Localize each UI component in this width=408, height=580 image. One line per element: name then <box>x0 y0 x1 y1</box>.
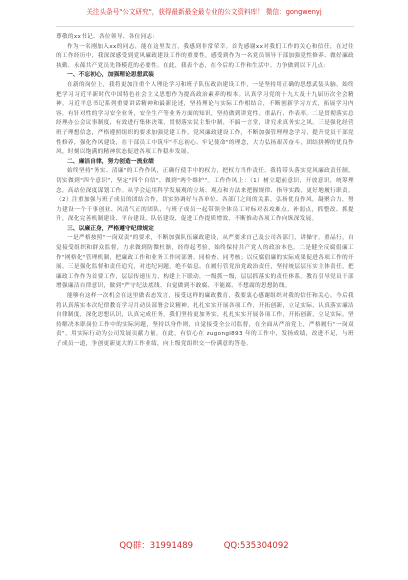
promo-banner-text: 关注头条号"公文研究"，获得最新最全最专业的公文资料库！ 微信：gongwenyj <box>86 8 322 16</box>
section-body-1: 在新的岗位上，我将更加注重个人理论学习和班子队伍政治建设工作，一是坚持用正确的思想武装头脑，始终把学习习近平新时代中国特色社会主义思想作为提高政治素养的根本。认真学习党的十九大及十九届历次全会精神，习近平总书记系列重要讲话精神和最新论述，坚持理论与实际工作相结合，不断创新学习方式，拓展学习内容，有针对性的学习安全业务，安全生产等业务方面的知识，坚持做到讲党性、重品行、作表率。二是贯彻落实总经理办公会议事制度，有效进行集体决策，贯彻落实民主集中制，不搞一言堂，讲究求真务实之风。三是强化经营班子理想信念，严格遵照组织的要求加强党建工作，党风廉政建设工作，不断加强管理理念学习，提升党员干部党性修养，强化作风建设，在干部员工中筑牢"不忘初心、牢记使命"的理念，大力弘扬艰苦奋斗，团结拼搏的优良作风，时刻以饱满的精神状态促进各项工作稳步发展。 <box>56 81 354 156</box>
contact-footer <box>0 540 408 552</box>
speech-document <box>56 33 354 350</box>
qq-group-text: QQ群：31991489 <box>119 541 194 551</box>
qq-number-text: QQ:535304092 <box>223 541 289 551</box>
section-heading-1: 一、不忘初心，加强理论思想武装 <box>67 72 154 79</box>
salutation: 尊敬的xx书记、各位领导、各位同志： <box>56 34 159 40</box>
section-heading-3: 三、以廉正身，严格遵守纪律规定 <box>67 225 154 232</box>
banner-divider <box>56 26 354 27</box>
promo-banner <box>0 8 408 17</box>
section-body-2: 始终坚持"务实、清廉"的工作作风，正确行使手中的权力，把权力当作责任。我将带头落实党风廉政责任制，切实做到"四个意识"，坚定"四个自信"，做到"两个维护"。工作作风上：（1）树立超前意识，开放意识，统筹理念，高站位深度谋划工作。从学会运用科学发展观的立场、观点和方法来把握规律、指导实践，更好地履行职责。（2）注重加强与班子成员的团结合作，切实协调好与各单位、各部门之间的关系，弘扬优良作风，凝聚合力，努力建设一个干事创业、风清气正的团队，与班子成员一起带领全体员工对标对表攻难点、补弱点，抓整改、抓提升，深化完善机制建设、平台建设、队伍建设，促进工作提质增效，不断推动各项工作向纵深发展。 <box>56 168 354 223</box>
section-body-3: 一是严格按照"一岗双责"的要求，不断加强队伍廉政建设，从严要求自己及公司各部门，讲操守，重品行，自觉接受组织和群众监督，力求做到防微杜渐，经得起考验，始终保持共产党人的政治本色。二是健全反腐倡廉工作"网格化"管理机制，把廉政工作和业务工作同部署、同检查、同考核；以反腐倡廉的实际成果促进各项工作的开展。三是强化监督和责任追究，对违纪问题，绝不姑息。在履行管党治党政治责任，坚持统层层压实主体责任，把廉政工作作为首要工作，层层传递压力，构建上下联动，一级抓一级，层层抓落实的责任体系。教育引导党员干部增强廉洁自律意识，做到"严守纪法底线、自觉做到不敢腐、不能腐、不想腐的思想防线。 <box>56 235 354 290</box>
closing-paragraph: 能够有这样一次机会在这里做表态发言，接受这样的廉政教育，我要衷心感谢组织对我的信任和关心，今后我将认真落实本次纪律教育学习月动员部署会议精神，扎扎实实开展各项工作，开拓创新，立足实际，认真落实廉洁自律制度，深化思想认识，认真完成任务。我们坚持更加务实，扎扎实实开展各项工作，开拓创新，立足实际。坚持解决本职岗位工作中的实际问题，坚持以身作则，自觉接受全公司监督，在全面从严治党上，严格履行"一岗双责"，用实际行动为公司发展贡献力量。在此，有信心在 zugongl893 年的工作中，发扬成绩，改进不足，与班子成员一道，争创更新更大的工作业绩，向上级党组织交一份满意的答卷。 <box>56 293 354 347</box>
section-heading-2: 二、廉洁自律，努力创造一流业绩 <box>67 158 154 165</box>
intro-paragraph: 作为一名刚加入xx的同志，能在这里发言，我感到非常荣幸。首先感谢xx对我们工作的关心和信任，在过往的工作经历中，我深深感受到党风廉政建设工作的重要性，感受到作为一名党员领导干部加强党性修养、做好廉政执勤、永葆共产党员先锋模范的必要性。在此，我表个态，在今后的工作和生活中，力争做到以下几点： <box>56 43 354 69</box>
